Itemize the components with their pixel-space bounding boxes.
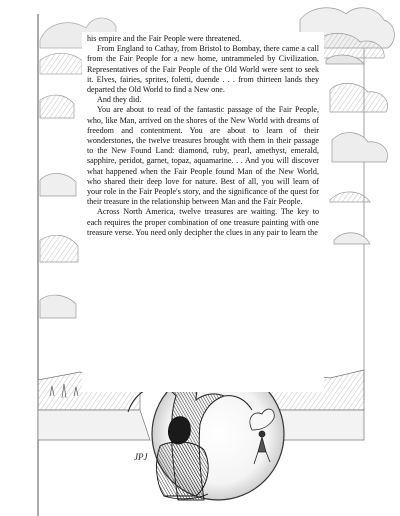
paragraph-1: his empire and the Fair People were threatened. <box>87 34 242 43</box>
paragraph-5: Across North America, twelve treasures are waiting. The key to each requires the proper combination of one treasure painting with one treasure verse. You need only decipher the clues in any pair to learn the <box>87 207 319 237</box>
paragraph-2: From England to Cathay, from Bristol to Bombay, there came a call from the Fair People for a new home, untrammeled by Civilization. Representatives of the Fair People of the Old World were sent to seek it. Elves, fairies, sprites, foletti, duende . . . from thirteen lands they departed the Old World to find a New one. <box>87 44 319 95</box>
paragraph-3: And they did. <box>97 95 142 105</box>
paragraph-4: You are about to read of the fantastic passage of the Fair People, who, like Man, arrived on the shores of the New World with dreams of freedom and contentment. You are about to learn of their wonderstones, the twelve treasures brought with them in their passage to the New Found Land: diamond, ruby, pearl, amethyst, emerald, sapphire, peridot, garnet, topaz, aquamarine. . . And you will discover what happened when the Fair People found Man of the New World, who shared their deep love for nature. Best of all, you will learn of your role in the Fair People's story, and the significance of the quest for their treasure in the relationship between Man and the Fair People. <box>87 105 319 207</box>
artist-monogram: JPJ <box>134 452 148 462</box>
clouds-left-side <box>40 95 78 318</box>
body-text <box>87 34 319 238</box>
